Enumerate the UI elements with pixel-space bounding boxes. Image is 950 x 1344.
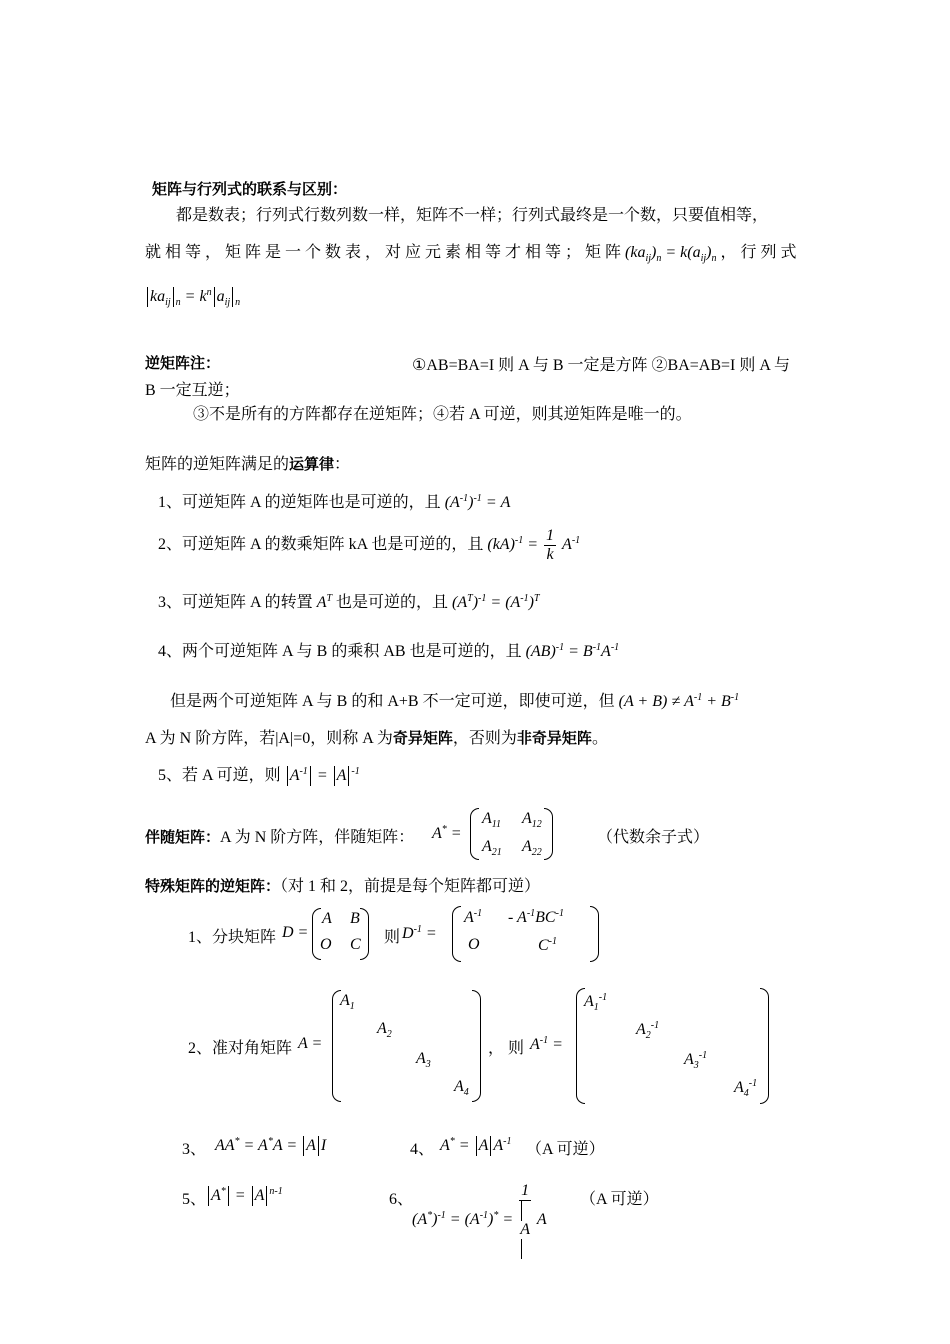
- special-item-2-label: 2、准对角矩阵: [188, 1040, 293, 1057]
- rule-item-5-text: 5、若 A 可逆，则: [158, 767, 281, 784]
- formula-matrix-scalar: $(ka_{ij})_n = k(a_{ij})_n$: [625, 244, 717, 264]
- adjugate-a22: $A_{22}$: [522, 838, 542, 858]
- adjugate-left-paren: [470, 808, 479, 860]
- rules-intro-text: 矩阵的逆矩阵满足的: [145, 456, 290, 473]
- block-d-inverse-symbol: $D^{-1}$ =: [402, 924, 437, 942]
- rule-item-1-formula: $(A^{-1})^{-1} = A$: [444, 493, 511, 511]
- diag-a1: $A_1$: [340, 992, 355, 1012]
- paragraph-line-2: [145, 239, 796, 264]
- paragraph-line-2-end: ， 行 列 式: [720, 244, 797, 261]
- inverse-note-3-4: ③不是所有的方阵都存在逆矩阵；④若 A 可逆，则其逆矩阵是唯一的。: [193, 406, 692, 423]
- special-item-6-label: 6、: [389, 1191, 414, 1208]
- special-item-4-label: 4、: [410, 1141, 435, 1158]
- block-d-symbol: D =: [282, 924, 309, 941]
- singular-term: 奇异矩阵: [392, 729, 453, 747]
- diag-a-symbol: A =: [298, 1035, 323, 1052]
- paragraph-line-1: 都是数表；行列式行数列数一样，矩阵不一样；行列式最终是一个数，只要值相等，: [176, 207, 769, 224]
- diag-a2: $A_2$: [377, 1020, 392, 1040]
- adjugate-text: A 为 N 阶方阵，伴随矩阵：: [220, 829, 415, 846]
- diag-a-right-paren: [472, 990, 481, 1102]
- special-item-3-formula: AA* = A*A = A I: [215, 1136, 326, 1156]
- block-d-c: C: [350, 936, 361, 953]
- special-item-2-then: ， 则: [488, 1040, 525, 1057]
- singular-text-a: A 为 N 阶方阵，若|A|=0，则称 A 为: [145, 730, 393, 747]
- special-item-4-note: （A 可逆）: [526, 1141, 605, 1158]
- nonsingular-term: 非奇异矩阵: [516, 729, 592, 747]
- special-title: 特殊矩阵的逆矩阵：: [145, 877, 281, 895]
- block-dinv-b: - $A^{-1}BC^{-1}$: [508, 908, 564, 926]
- rule-item-3-formula: $(A^T)^{-1} = (A^{-1})^T$: [452, 593, 540, 611]
- rule-item-4: [158, 638, 619, 661]
- block-dinv-a: $A^{-1}$: [464, 908, 483, 926]
- special-premise: （对 1 和 2，前提是每个矩阵都可逆）: [280, 878, 541, 895]
- singular-text-e: 。: [591, 730, 608, 747]
- diag-ainv-4: $A_4^{-1}$: [734, 1078, 758, 1099]
- inverse-note-1-2-cont: B 一定互逆；: [145, 382, 240, 399]
- diag-ainv-right-paren: [760, 988, 769, 1104]
- diag-a3: $A_3$: [416, 1050, 431, 1070]
- inverse-note-1-2: ①AB=BA=I 则 A 与 B 一定是方阵 ②BA=AB=I 则 A 与: [412, 357, 791, 374]
- singular-definition: [145, 725, 608, 748]
- rule-item-2-text: 2、可逆矩阵 A 的数乘矩阵 kA 也是可逆的，且: [158, 536, 484, 554]
- special-item-4-formula: A* = A $A^{-1}$: [440, 1136, 511, 1156]
- formula-determinant-scalar: $ka_{ij}$ $_n = k^n$ $a_{ij}$ $_n$: [145, 287, 240, 308]
- rule-item-3: [158, 589, 540, 612]
- rule-item-1-text: 1、可逆矩阵 A 的逆矩阵也是可逆的，且: [158, 494, 441, 511]
- adjugate-title: 伴随矩阵：: [145, 828, 221, 846]
- diag-ainv-1: $A_1^{-1}$: [584, 992, 608, 1013]
- diag-ainv-2: $A_2^{-1}$: [636, 1020, 660, 1041]
- rule-item-1: [158, 489, 510, 512]
- rule-item-3-text-b: 也是可逆的，且: [336, 594, 449, 611]
- block-dinv-c: $C^{-1}$: [538, 936, 558, 954]
- diag-a4: $A_4$: [454, 1078, 469, 1098]
- rule-sum-note: [170, 688, 739, 711]
- block-d-o: O: [320, 936, 332, 953]
- rule-item-5: [158, 762, 360, 786]
- special-item-3-label: 3、: [182, 1141, 207, 1158]
- inverse-notes-title: 逆矩阵注：: [145, 354, 221, 372]
- rules-intro-end: ：: [334, 456, 351, 473]
- special-item-6-formula: $(A^*)^{-1} = (A^{-1})^*$ = $\frac{1}{A}$ A: [412, 1182, 547, 1259]
- singular-text-c: ，否则为: [452, 730, 517, 747]
- special-heading: [145, 873, 540, 896]
- transpose-symbol: $A^T$: [316, 593, 333, 611]
- block-dinv-right-paren: [590, 906, 599, 962]
- adjugate-a11: $A_{11}$: [482, 810, 502, 830]
- special-item-1-label: 1、分块矩阵: [188, 929, 277, 946]
- block-d-a: A: [322, 910, 332, 927]
- special-item-5-formula: A* = A $^{n-1}$: [206, 1186, 283, 1206]
- special-item-6-note: （A 可逆）: [580, 1191, 659, 1208]
- section-title-matrix-determinant: 矩阵与行列式的联系与区别：: [152, 180, 348, 198]
- special-item-1-then: 则: [384, 929, 401, 946]
- block-dinv-o: O: [468, 936, 480, 953]
- rule-item-4-text: 4、两个可逆矩阵 A 与 B 的乘积 AB 也是可逆的，且: [158, 643, 522, 660]
- paragraph-line-2-text: 就 相 等 ， 矩 阵 是 一 个 数 表 ， 对 应 元 素 相 等 才 相 等 ； 矩 阵: [145, 244, 622, 261]
- adjugate-symbol: A* =: [432, 824, 462, 842]
- adjugate-line: [145, 824, 414, 847]
- special-item-5-label: 5、: [182, 1191, 207, 1208]
- block-dinv-left-paren: [452, 906, 461, 962]
- rule-item-5-formula: $A^{-1} = A$ $^{-1}$: [285, 767, 360, 784]
- adjugate-a12: $A_{12}$: [522, 810, 542, 830]
- rules-intro: [145, 451, 350, 474]
- rule-item-3-text-a: 3、可逆矩阵 A 的转置: [158, 594, 313, 611]
- rule-sum-formula: $(A + B) \ne A^{-1} + B^{-1}$: [618, 692, 740, 710]
- block-d-b: B: [350, 910, 360, 927]
- rules-intro-bold: 运算律: [289, 455, 335, 473]
- adjugate-note: （代数余子式）: [597, 829, 710, 846]
- rule-item-2-formula: (kA)$^{-1}$ = $\frac{1}{k}$ $A^{-1}$: [487, 527, 581, 563]
- diag-ainv-symbol: $A^{-1}$ =: [530, 1035, 563, 1053]
- adjugate-a21: $A_{21}$: [482, 838, 502, 858]
- block-d-right-paren: [360, 908, 369, 960]
- adjugate-right-paren: [544, 808, 553, 860]
- rule-sum-note-text: 但是两个可逆矩阵 A 与 B 的和 A+B 不一定可逆，即使可逆，但: [170, 693, 615, 710]
- diag-ainv-3: $A_3^{-1}$: [684, 1050, 708, 1071]
- rule-item-4-formula: $(AB)^{-1} = B^{-1}A^{-1}$: [525, 642, 620, 660]
- rule-item-2: [158, 527, 580, 564]
